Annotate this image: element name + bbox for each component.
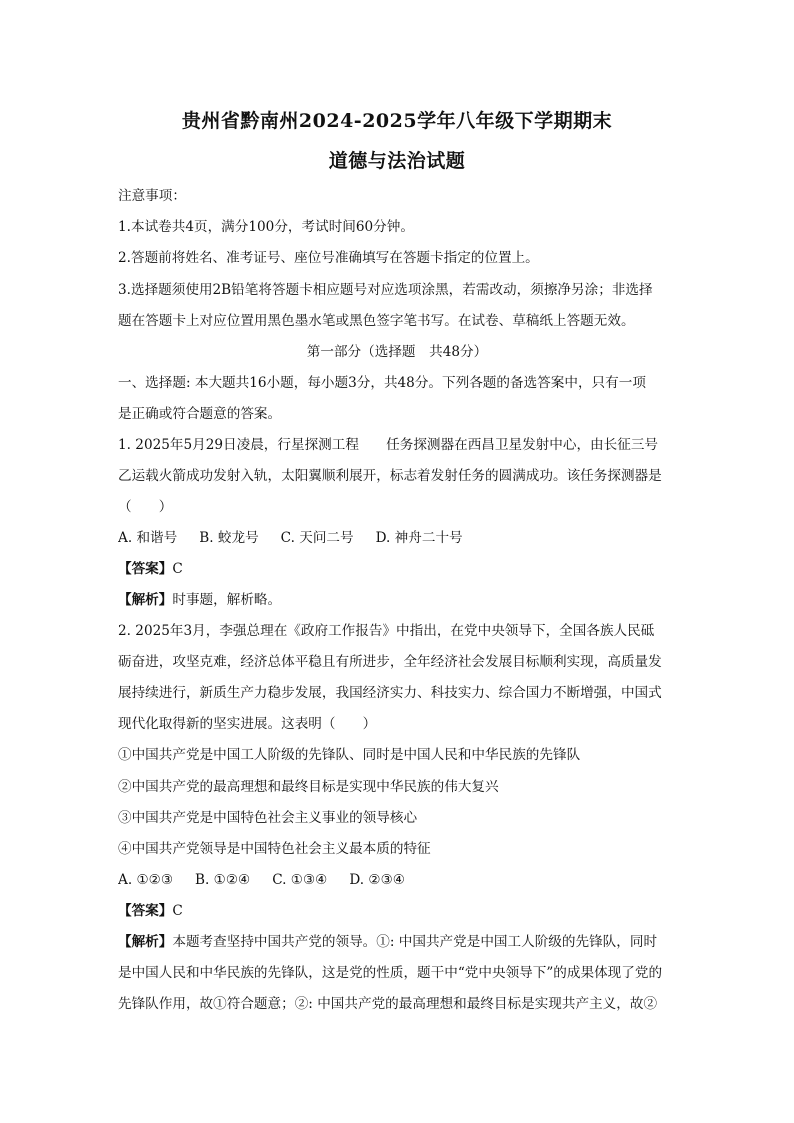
analysis-label: 【解析】 [118,592,173,608]
answer-value: C [172,903,183,919]
answer-label: 【答案】 [118,903,173,919]
question-1-option-d: D. 神舟二十号 [375,530,463,546]
question-1-option-c: C. 天问二号 [280,530,354,546]
question-2-line-2: 砺奋进，攻坚克难，经济总体平稳且有所进步，全年经济社会发展目标顺利实现，高质量发 [118,654,662,670]
question-2-option-a: A. ①②③ [118,872,174,888]
analysis-text: 时事题，解析略。 [172,592,282,608]
question-2-statement-3: ③中国共产党是中国特色社会主义事业的领导核心 [118,810,418,826]
question-2-line-3: 展持续进行，新质生产力稳步发展，我国经济实力、科技实力、综合国力不断增强，中国式 [118,685,662,701]
part-one-instruction-line-1: 一、选择题: 本大题共16小题，每小题3分，共48分。下列各题的备选答案中，只有一项 [118,375,646,391]
analysis-label: 【解析】 [118,934,173,950]
answer-value: C [172,561,183,577]
notice-item-3-line-2: 题在答题卡上对应位置用黑色墨水笔或黑色签字笔书写。在试卷、草稿纸上答题无效。 [118,313,635,329]
question-2-answer [118,903,678,919]
exam-title: 贵州省黔南州2024-2025学年八年级下学期期末 [181,110,613,132]
question-1-line-1: 1. 2025年5月29日凌晨，行星探测工程 任务探测器在西昌卫星发射中心，由长征三号 [118,437,659,453]
question-2-option-d: D. ②③④ [349,872,405,888]
notice-item-2: 2.答题前将姓名、准考证号、座位号准确填写在答题卡指定的位置上。 [118,250,539,266]
answer-label: 【答案】 [118,561,173,577]
question-1-option-a: A. 和谐号 [118,530,178,546]
notice-item-3-line-1: 3.选择题须使用2B铅笔将答题卡相应题号对应选项涂黑，若需改动，须擦净另涂；非选择 [118,282,653,298]
question-2-statement-4: ④中国共产党领导是中国特色社会主义最本质的特征 [118,841,431,857]
question-2-option-b: B. ①②④ [195,872,251,888]
question-2-line-1: 2. 2025年3月，李强总理在《政府工作报告》中指出，在党中央领导下，全国各族人民砥 [118,623,655,639]
question-2-analysis-line-3: 先锋队作用，故①符合题意；②: 中国共产党的最高理想和最终目标是实现共产主义，故② [118,996,658,1012]
question-2-options [118,872,538,888]
notice-heading: 注意事项： [118,188,186,204]
question-2-statement-1: ①中国共产党是中国工人阶级的先锋队、同时是中国人民和中华民族的先锋队 [118,747,581,763]
question-1-line-3: （ ） [118,499,173,515]
part-one-heading: 第一部分（选择题 共48分） [306,344,488,360]
question-1-options [118,530,538,546]
question-2-analysis-line-1 [118,934,678,950]
question-1-analysis [118,592,678,608]
analysis-text: 本题考查坚持中国共产党的领导。①: 中国共产党是中国工人阶级的先锋队，同时 [172,934,658,950]
question-2-option-c: C. ①③④ [272,872,328,888]
part-one-instruction-line-2: 是正确或符合题意的答案。 [118,406,282,422]
question-1-line-2: 乙运载火箭成功发射入轨，太阳翼顺利展开，标志着发射任务的圆满成功。该任务探测器是 [118,468,662,484]
question-1-answer [118,561,678,577]
question-1-option-b: B. 蛟龙号 [199,530,259,546]
notice-item-1: 1.本试卷共4页，满分100分，考试时间60分钟。 [118,219,414,235]
question-2-statement-2: ②中国共产党的最高理想和最终目标是实现中华民族的伟大复兴 [118,779,499,795]
question-2-line-4: 现代化取得新的坚实进展。这表明（ ） [118,716,377,732]
question-2-analysis-line-2: 是中国人民和中华民族的先锋队，这是党的性质，题干中“党中央领导下”的成果体现了党的 [118,965,663,981]
exam-subtitle: 道德与法治试题 [328,150,466,172]
